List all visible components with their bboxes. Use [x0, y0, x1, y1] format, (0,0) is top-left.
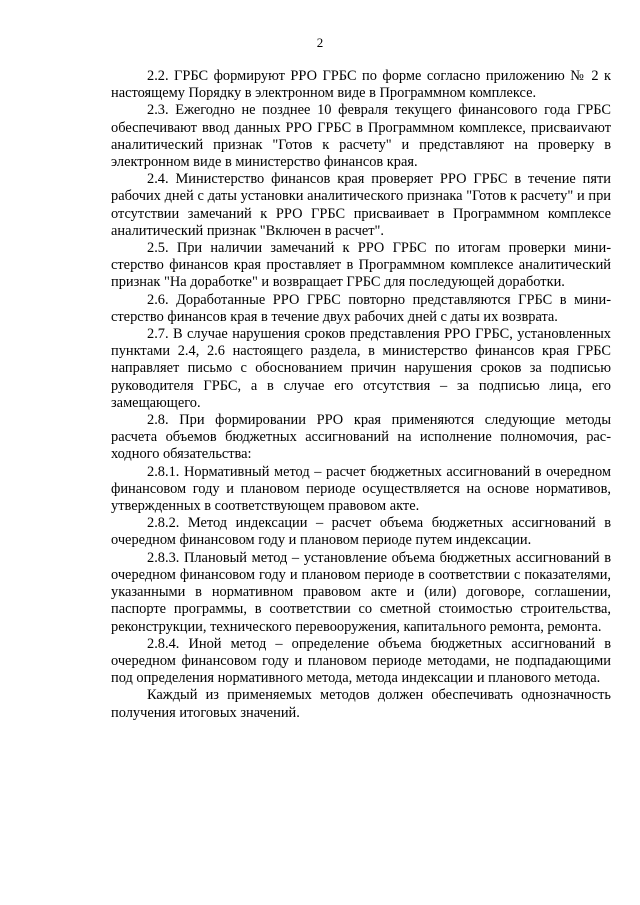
paragraph-2-8-4: 2.8.4. Иной метод – определение объема бюджетных ассигнований в очередном финансовом году и плановом периоде методами, не подпадающими под определения нормативного метода, метода индексации и планового метода. — [111, 635, 611, 687]
paragraph-2-5: 2.5. При наличии замечаний к РРО ГРБС по итогам проверки министерство финансов края проставляет в Программном комплексе аналитический признак "На доработке" и возвращает ГРБС для последующей доработки. — [111, 240, 611, 291]
paragraph-2-8-1: 2.8.1. Нормативный метод – расчет бюджетных ассигнований в очередном финансовом году и плановом периоде осуществляется на основе нормативов, утвержденных в соответствующем правовом акте. — [111, 463, 611, 515]
paragraph-2-4: 2.4. Министерство финансов края проверяет РРО ГРБС в течение пяти рабочих дней с даты установки аналитического признака "Готов к расчету" и при отсутствии замечаний к РРО ГРБС присваивает в Программном комплексе аналитический признак "Включен в расчет". — [111, 171, 611, 239]
paragraph-closing: Каждый из применяемых методов должен обеспечивать однозначность получения итоговых значений. — [111, 687, 611, 721]
paragraph-2-3: 2.3. Ежегодно не позднее 10 февраля текущего финансового года ГРБС обеспечивают ввод данных РРО ГРБС в Программном комплексе, присваиvают аналитический признак "Готов к расчету" и представляют на проверку в электронном виде в министерство финансов края. — [111, 102, 611, 171]
paragraph-2-8: 2.8. При формировании РРО края применяются следующие методы расчета объемов бюджетных ассигнований на исполнение полномочия, расходного обязательства: — [111, 412, 611, 463]
paragraph-2-8-2: 2.8.2. Метод индексации – расчет объема бюджетных ассигнований в очередном финансовом году и плановом периоде путем индексации. — [111, 515, 611, 549]
paragraph-2-8-3: 2.8.3. Плановый метод – установление объема бюджетных ассигнований в очередном финансовом году и плановом периоде в соответствии с показателями, указанными в нормативном правовом акте и (или) договоре, соглашении, паспорте программы, в соответствии со сметной стоимостью строительства, реконструкции, технического перевооружения, капитального ремонта, ремонта. — [111, 549, 611, 635]
paragraph-2-6: 2.6. Доработанные РРО ГРБС повторно представляются ГРБС в министерство финансов края в течение двух рабочих дней с даты их возврата. — [111, 291, 611, 325]
paragraph-2-7: 2.7. В случае нарушения сроков представления РРО ГРБС, установленных пунктами 2.4, 2.6 настоящего раздела, в министерство финансов края ГРБС направляет письмо с обоснованием причин нарушения сроков за подписью руководителя ГРБС, а в случае его отсутствия – за подписью лица, его замещающего. — [111, 326, 611, 411]
document-body — [111, 68, 611, 722]
page-number: 2 — [316, 35, 324, 50]
paragraph-2-2: 2.2. ГРБС формируют РРО ГРБС по форме согласно приложению № 2 к настоящему Порядку в электронном виде в Программном комплексе. — [111, 68, 611, 102]
